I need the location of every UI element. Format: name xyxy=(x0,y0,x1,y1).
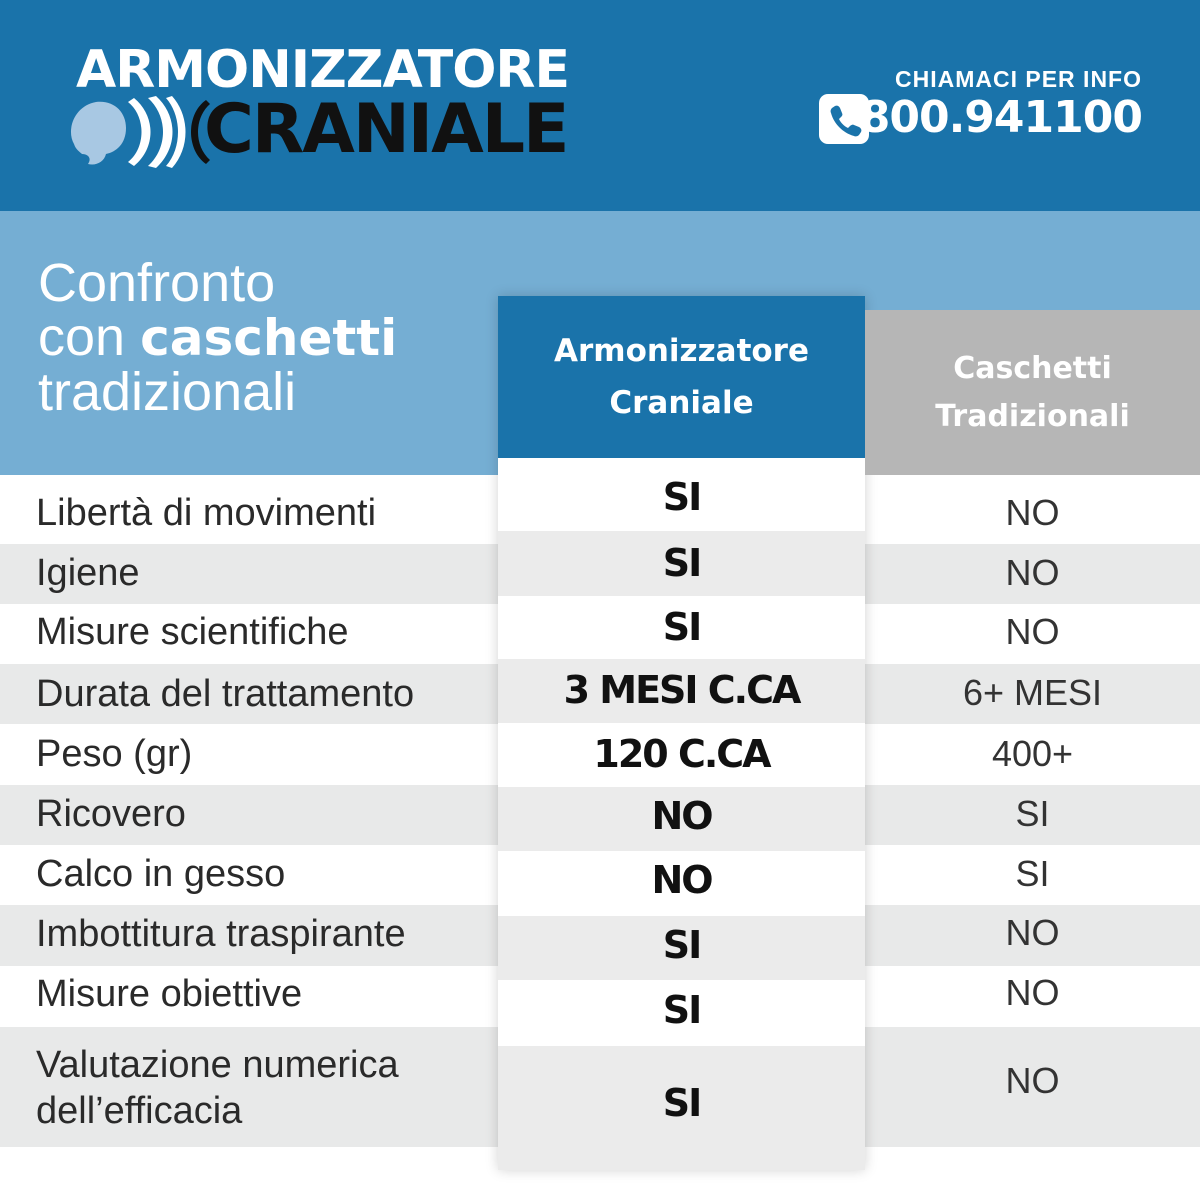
head-wave-logo-icon xyxy=(62,92,210,172)
armonizzatore-value: NO xyxy=(651,794,712,838)
brand-logo[interactable] xyxy=(62,40,582,170)
caschetti-value: NO xyxy=(1005,972,1060,1013)
column-header-armonizzatore-line2: Craniale xyxy=(609,385,754,421)
caschetti-value: SI xyxy=(1015,853,1050,894)
armonizzatore-value: 3 MESI C.CA xyxy=(563,668,800,712)
armonizzatore-value: SI xyxy=(662,923,701,967)
row-label: Misure obiettive xyxy=(36,973,303,1015)
logo-title-line1: ARMONIZZATORE xyxy=(76,40,569,100)
row-label: Peso (gr) xyxy=(36,733,193,775)
row-label: Durata del trattamento xyxy=(36,673,415,715)
row-label: Libertà di movimenti xyxy=(36,492,377,534)
caschetti-value: NO xyxy=(1005,611,1060,652)
row-label: Ricovero xyxy=(36,793,186,835)
caschetti-value: NO xyxy=(1005,492,1060,533)
caschetti-value: NO xyxy=(1005,552,1060,593)
title-line2-regular: con xyxy=(38,307,126,367)
title-line2-bold: caschetti xyxy=(140,309,398,367)
row-label-line2: dell’efficacia xyxy=(36,1090,243,1132)
armonizzatore-value: SI xyxy=(662,541,701,585)
caschetti-value: NO xyxy=(1005,912,1060,953)
caschetti-value: 400+ xyxy=(991,733,1074,774)
row-label: Valutazione numerica xyxy=(36,1044,399,1086)
column-header-caschetti-line2: Tradizionali xyxy=(935,398,1130,434)
column-header-caschetti-line1: Caschetti xyxy=(953,350,1112,386)
row-label: Calco in gesso xyxy=(36,853,286,895)
title-line1: Confronto xyxy=(38,253,276,313)
row-label: Misure scientifiche xyxy=(36,611,349,653)
caschetti-value: NO xyxy=(1005,1060,1060,1101)
armonizzatore-value: 120 C.CA xyxy=(593,732,770,776)
armonizzatore-value: SI xyxy=(662,605,701,649)
logo-title-line2: CRANIALE xyxy=(204,90,568,169)
column-header-armonizzatore xyxy=(498,296,865,458)
column-header-armonizzatore-line1: Armonizzatore xyxy=(553,333,809,369)
title-line2 xyxy=(38,307,478,367)
contact-label: CHIAMACI PER INFO xyxy=(895,66,1142,92)
phone-number[interactable]: 800.941100 xyxy=(859,92,1142,143)
title-line3: tradizionali xyxy=(38,362,297,422)
armonizzatore-value: SI xyxy=(662,988,701,1032)
row-label: Igiene xyxy=(36,552,140,594)
column-header-caschetti xyxy=(865,310,1200,475)
page-title xyxy=(38,253,478,422)
row-label: Imbottitura traspirante xyxy=(36,913,406,955)
armonizzatore-value: SI xyxy=(662,1081,701,1125)
armonizzatore-value: NO xyxy=(651,858,712,902)
caschetti-value: 6+ MESI xyxy=(962,672,1103,713)
caschetti-value: SI xyxy=(1015,793,1050,834)
armonizzatore-value: SI xyxy=(662,475,701,519)
